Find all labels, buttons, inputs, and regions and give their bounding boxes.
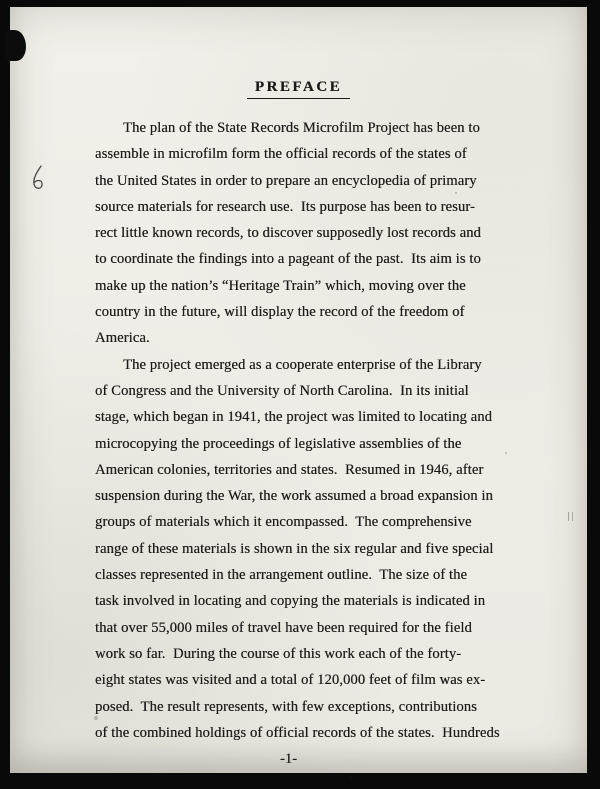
text-line: country in the future, will display the record of the freedom of [95, 304, 465, 321]
text-line: America. [95, 330, 150, 347]
paper-sheet [10, 7, 587, 773]
text-line: The project emerged as a cooperate enterprise of the Library [123, 356, 482, 373]
text-line: microcopying the proceedings of legislative assemblies of the [95, 435, 462, 452]
text-line: that over 55,000 miles of travel have been required for the field [95, 619, 472, 636]
text-line: work so far. During the course of this work each of the forty- [95, 645, 462, 662]
handwritten-mark [28, 164, 52, 198]
text-line: task involved in locating and copying the materials is indicated in [95, 593, 486, 610]
title-container [10, 7, 587, 99]
text-line: source materials for research use. Its purpose has been to resur- [95, 198, 475, 215]
scan-blot [5, 30, 26, 61]
text-line: suspension during the War, the work assumed a broad expansion in [95, 488, 493, 505]
page-title: PREFACE [247, 79, 350, 99]
text-line: of Congress and the University of North Carolina. In its initial [95, 382, 469, 399]
text-line: range of these materials is shown in the six regular and five special [95, 540, 494, 557]
page-number: -1- [279, 751, 298, 767]
paragraph [95, 352, 537, 746]
text-line: rect little known records, to discover supposedly lost records and [95, 225, 481, 242]
text-line: the United States in order to prepare an encyclopedia of primary [95, 172, 477, 189]
text-line: make up the nation’s “Heritage Train” which, moving over the [95, 277, 466, 294]
text-line: stage, which began in 1941, the project was limited to locating and [95, 409, 492, 426]
text-line: posed. The result represents, with few exceptions, contributions [95, 698, 477, 715]
text-line: classes represented in the arrangement outline. The size of the [95, 567, 468, 584]
text-line: to coordinate the findings into a pageant of the past. Its aim is to [95, 251, 481, 268]
text-line: The plan of the State Records Microfilm Project has been to [123, 120, 480, 136]
text-line: groups of materials which it encompassed. The comprehensive [95, 514, 472, 531]
text-line: assemble in microfilm form the official records of the states of [95, 146, 467, 163]
scan-speck [110, 157, 112, 159]
paragraph [95, 115, 537, 352]
text-line: of the combined holdings of official records of the states. Hundreds [95, 724, 500, 741]
scan-artifact [568, 512, 573, 521]
document-body [95, 115, 537, 746]
text-line: American colonies, territories and states. Resumed in 1946, after [95, 461, 484, 478]
text-line: eight states was visited and a total of 120,000 feet of film was ex- [95, 672, 486, 689]
